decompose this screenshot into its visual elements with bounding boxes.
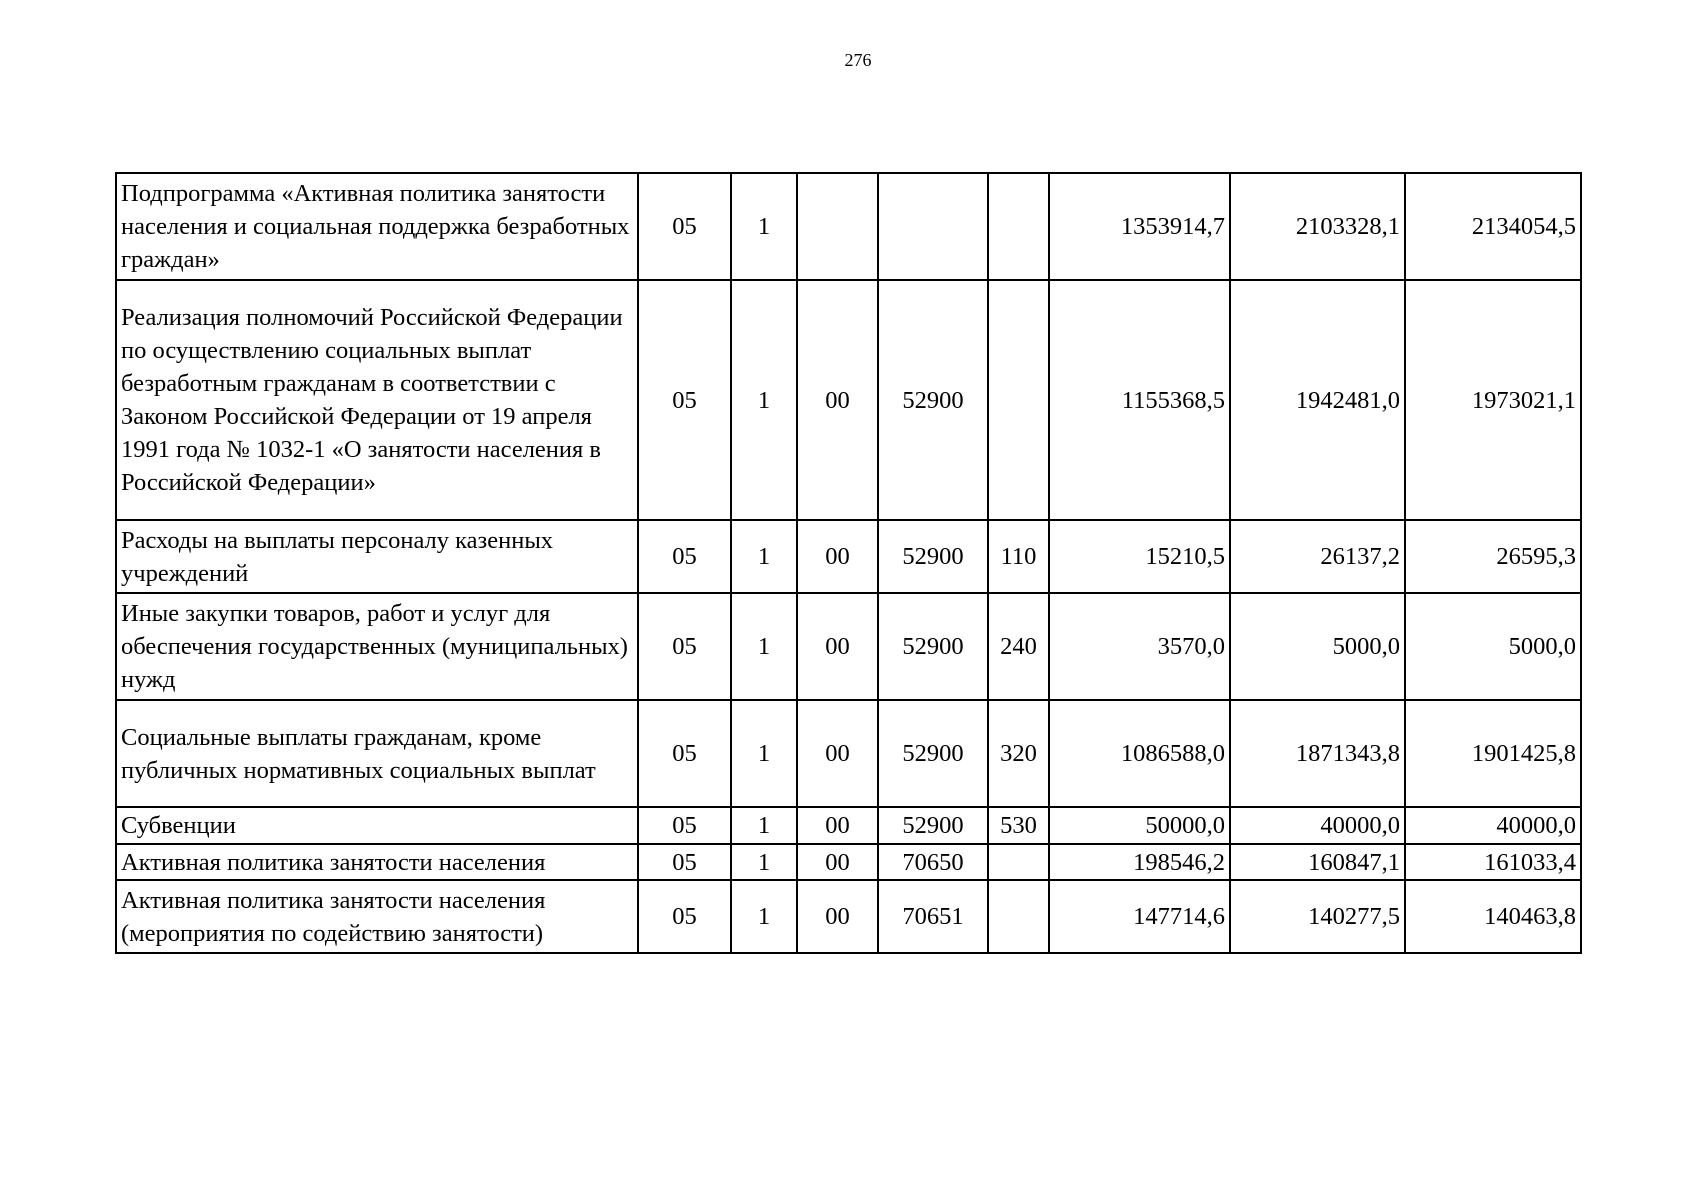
- program-code: 1: [731, 880, 797, 953]
- amount-year-2: 26137,2: [1230, 520, 1405, 593]
- table-row: [116, 280, 1581, 520]
- section-code: 05: [638, 593, 731, 700]
- expense-type-code: [988, 880, 1049, 953]
- direction-code: 52900: [878, 280, 988, 520]
- program-code: 1: [731, 593, 797, 700]
- amount-year-1: 1155368,5: [1049, 280, 1230, 520]
- expense-type-code: 320: [988, 700, 1049, 807]
- row-name: Субвенции: [116, 807, 638, 844]
- subprogram-code: 00: [797, 593, 878, 700]
- amount-year-2: 160847,1: [1230, 844, 1405, 880]
- amount-year-3: 161033,4: [1405, 844, 1581, 880]
- section-code: 05: [638, 807, 731, 844]
- section-code: 05: [638, 173, 731, 280]
- row-name: Активная политика занятости населения: [116, 844, 638, 880]
- program-code: 1: [731, 807, 797, 844]
- direction-code: 52900: [878, 700, 988, 807]
- section-code: 05: [638, 880, 731, 953]
- amount-year-1: 1353914,7: [1049, 173, 1230, 280]
- amount-year-1: 3570,0: [1049, 593, 1230, 700]
- amount-year-1: 198546,2: [1049, 844, 1230, 880]
- direction-code: 70650: [878, 844, 988, 880]
- section-code: 05: [638, 700, 731, 807]
- row-name: Подпрограмма «Активная политика занятости населения и социальная поддержка безработных граждан»: [116, 173, 638, 280]
- table-row: [116, 520, 1581, 593]
- row-name: Активная политика занятости населения (мероприятия по содействию занятости): [116, 880, 638, 953]
- section-code: 05: [638, 280, 731, 520]
- amount-year-2: 5000,0: [1230, 593, 1405, 700]
- table-row: [116, 173, 1581, 280]
- amount-year-2: 1942481,0: [1230, 280, 1405, 520]
- direction-code: 70651: [878, 880, 988, 953]
- expense-type-code: 110: [988, 520, 1049, 593]
- amount-year-1: 50000,0: [1049, 807, 1230, 844]
- program-code: 1: [731, 520, 797, 593]
- subprogram-code: 00: [797, 844, 878, 880]
- amount-year-1: 1086588,0: [1049, 700, 1230, 807]
- amount-year-1: 147714,6: [1049, 880, 1230, 953]
- subprogram-code: 00: [797, 700, 878, 807]
- expense-type-code: [988, 173, 1049, 280]
- amount-year-3: 26595,3: [1405, 520, 1581, 593]
- subprogram-code: [797, 173, 878, 280]
- amount-year-3: 5000,0: [1405, 593, 1581, 700]
- page-number: 276: [844, 50, 872, 70]
- expense-type-code: 240: [988, 593, 1049, 700]
- table-row: [116, 844, 1581, 880]
- program-code: 1: [731, 844, 797, 880]
- amount-year-2: 140277,5: [1230, 880, 1405, 953]
- amount-year-3: 1973021,1: [1405, 280, 1581, 520]
- amount-year-1: 15210,5: [1049, 520, 1230, 593]
- row-name: Иные закупки товаров, работ и услуг для обеспечения государственных (муниципальных) нужд: [116, 593, 638, 700]
- subprogram-code: 00: [797, 280, 878, 520]
- budget-table: [115, 172, 1582, 954]
- subprogram-code: 00: [797, 520, 878, 593]
- section-code: 05: [638, 844, 731, 880]
- amount-year-3: 40000,0: [1405, 807, 1581, 844]
- table-row: [116, 880, 1581, 953]
- amount-year-3: 140463,8: [1405, 880, 1581, 953]
- program-code: 1: [731, 173, 797, 280]
- section-code: 05: [638, 520, 731, 593]
- amount-year-2: 2103328,1: [1230, 173, 1405, 280]
- table-row: [116, 593, 1581, 700]
- amount-year-2: 1871343,8: [1230, 700, 1405, 807]
- direction-code: 52900: [878, 593, 988, 700]
- expense-type-code: [988, 280, 1049, 520]
- amount-year-2: 40000,0: [1230, 807, 1405, 844]
- direction-code: 52900: [878, 520, 988, 593]
- row-name: Расходы на выплаты персоналу казенных учреждений: [116, 520, 638, 593]
- table-row: [116, 807, 1581, 844]
- direction-code: 52900: [878, 807, 988, 844]
- program-code: 1: [731, 280, 797, 520]
- expense-type-code: 530: [988, 807, 1049, 844]
- program-code: 1: [731, 700, 797, 807]
- expense-type-code: [988, 844, 1049, 880]
- direction-code: [878, 173, 988, 280]
- row-name: Реализация полномочий Российской Федерации по осуществлению социальных выплат безработным гражданам в соответствии с Законом Российской Федерации от 19 апреля 1991 года № 1032-1 «О занятости населения в Российской Федерации»: [116, 280, 638, 520]
- table-row: [116, 700, 1581, 807]
- row-name: Социальные выплаты гражданам, кроме публичных нормативных социальных выплат: [116, 700, 638, 807]
- amount-year-3: 1901425,8: [1405, 700, 1581, 807]
- subprogram-code: 00: [797, 880, 878, 953]
- amount-year-3: 2134054,5: [1405, 173, 1581, 280]
- subprogram-code: 00: [797, 807, 878, 844]
